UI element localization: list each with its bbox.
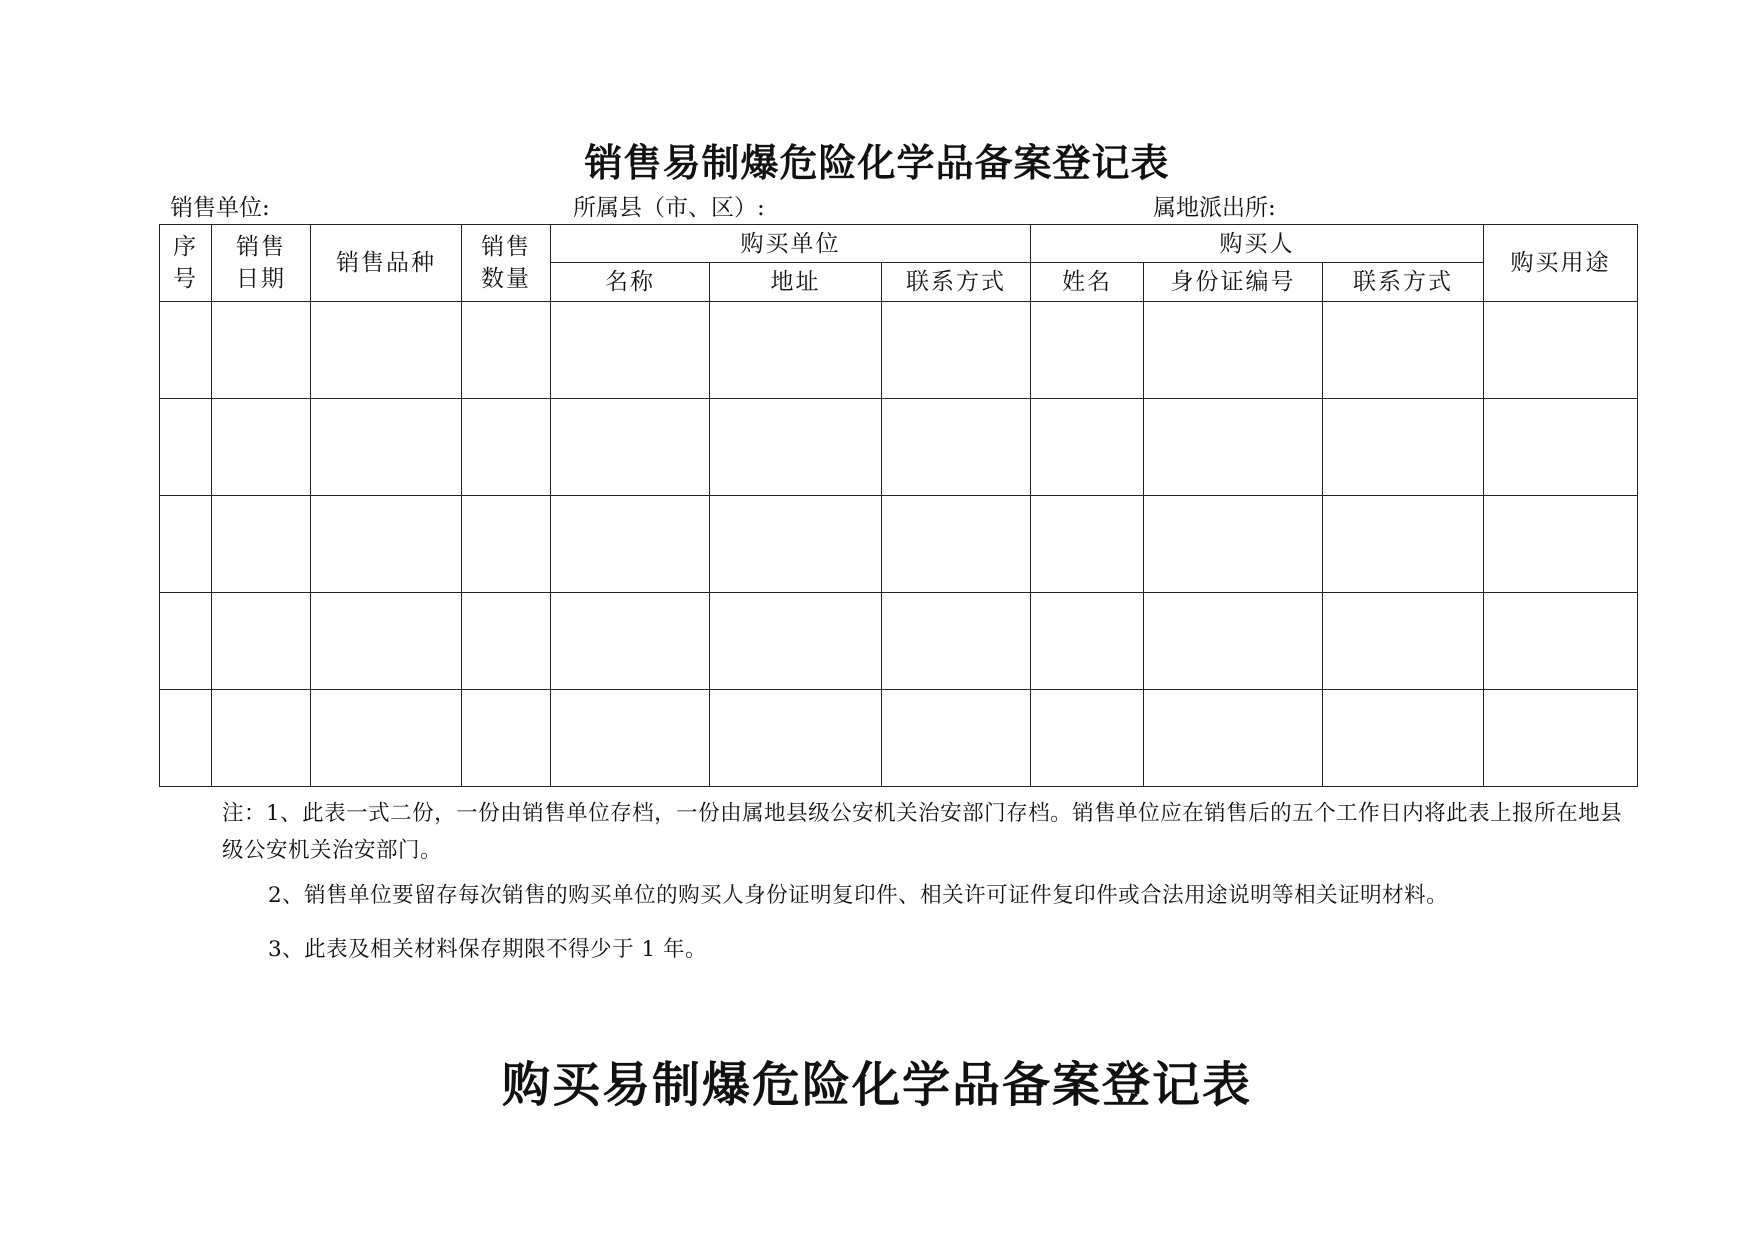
cell[interactable]	[160, 302, 212, 399]
cell[interactable]	[311, 593, 462, 690]
cell[interactable]	[1484, 593, 1638, 690]
cell[interactable]	[160, 399, 212, 496]
cell[interactable]	[1031, 399, 1144, 496]
cell[interactable]	[1031, 690, 1144, 787]
cell[interactable]	[1484, 399, 1638, 496]
cell[interactable]	[212, 399, 311, 496]
cell[interactable]	[462, 302, 551, 399]
cell[interactable]	[551, 690, 710, 787]
note-1: 注：1、此表一式二份，一份由销售单位存档，一份由属地县级公安机关治安部门存档。销售单位应在销售后的五个工作日内将此表上报所在地县级公安机关治安部门。	[222, 801, 1623, 863]
note-2: 2、销售单位要留存每次销售的购买单位的购买人身份证明复印件、相关许可证件复印件或合法用途说明等相关证明材料。	[268, 883, 1449, 908]
cell[interactable]	[882, 690, 1031, 787]
header-sale-date: 销售 日期	[212, 225, 311, 302]
table-row	[160, 399, 1638, 496]
cell[interactable]	[1031, 496, 1144, 593]
table-row	[160, 496, 1638, 593]
cell[interactable]	[1323, 496, 1484, 593]
cell[interactable]	[1484, 496, 1638, 593]
header-buyer-unit: 购买单位	[551, 225, 1031, 263]
header-unit-name: 名称	[551, 263, 710, 302]
cell[interactable]	[551, 399, 710, 496]
police-station-label: 属地派出所:	[1153, 195, 1276, 221]
cell[interactable]	[1323, 399, 1484, 496]
form-title: 销售易制爆危险化学品备案登记表	[584, 140, 1170, 185]
cell[interactable]	[462, 690, 551, 787]
cell[interactable]	[1323, 302, 1484, 399]
note-3: 3、此表及相关材料保存期限不得少于 1 年。	[268, 937, 708, 962]
cell[interactable]	[710, 399, 882, 496]
cell[interactable]	[311, 399, 462, 496]
cell[interactable]	[311, 496, 462, 593]
header-unit-address: 地址	[710, 263, 882, 302]
cell[interactable]	[1144, 302, 1323, 399]
cell[interactable]	[882, 593, 1031, 690]
cell[interactable]	[710, 302, 882, 399]
cell[interactable]	[212, 593, 311, 690]
seller-unit-label: 销售单位:	[170, 195, 270, 221]
county-label: 所属县（市、区）:	[573, 195, 765, 221]
cell[interactable]	[160, 690, 212, 787]
header-purpose: 购买用途	[1484, 225, 1638, 302]
cell[interactable]	[311, 690, 462, 787]
cell[interactable]	[212, 302, 311, 399]
header-buyer-person: 购买人	[1031, 225, 1484, 263]
cell[interactable]	[1484, 302, 1638, 399]
cell[interactable]	[710, 593, 882, 690]
table-row	[160, 690, 1638, 787]
cell[interactable]	[882, 302, 1031, 399]
cell[interactable]	[160, 496, 212, 593]
header-person-contact: 联系方式	[1323, 263, 1484, 302]
cell[interactable]	[160, 593, 212, 690]
cell[interactable]	[1144, 690, 1323, 787]
cell[interactable]	[551, 593, 710, 690]
second-form-title: 购买易制爆危险化学品备案登记表	[501, 1057, 1252, 1113]
cell[interactable]	[212, 690, 311, 787]
cell[interactable]	[1144, 496, 1323, 593]
cell[interactable]	[1323, 690, 1484, 787]
cell[interactable]	[710, 496, 882, 593]
cell[interactable]	[551, 496, 710, 593]
cell[interactable]	[882, 496, 1031, 593]
cell[interactable]	[551, 302, 710, 399]
cell[interactable]	[462, 593, 551, 690]
cell[interactable]	[462, 496, 551, 593]
header-person-name: 姓名	[1031, 263, 1144, 302]
cell[interactable]	[1484, 690, 1638, 787]
header-seq: 序 号	[160, 225, 212, 302]
cell[interactable]	[212, 496, 311, 593]
cell[interactable]	[311, 302, 462, 399]
cell[interactable]	[710, 690, 882, 787]
header-person-id: 身份证编号	[1144, 263, 1323, 302]
cell[interactable]	[1323, 593, 1484, 690]
cell[interactable]	[462, 399, 551, 496]
header-quantity: 销售 数量	[462, 225, 551, 302]
cell[interactable]	[1144, 593, 1323, 690]
table-row	[160, 593, 1638, 690]
cell[interactable]	[882, 399, 1031, 496]
cell[interactable]	[1031, 302, 1144, 399]
header-unit-contact: 联系方式	[882, 263, 1031, 302]
table-row	[160, 302, 1638, 399]
cell[interactable]	[1031, 593, 1144, 690]
registration-table	[159, 224, 1638, 787]
cell[interactable]	[1144, 399, 1323, 496]
header-variety: 销售品种	[311, 225, 462, 302]
